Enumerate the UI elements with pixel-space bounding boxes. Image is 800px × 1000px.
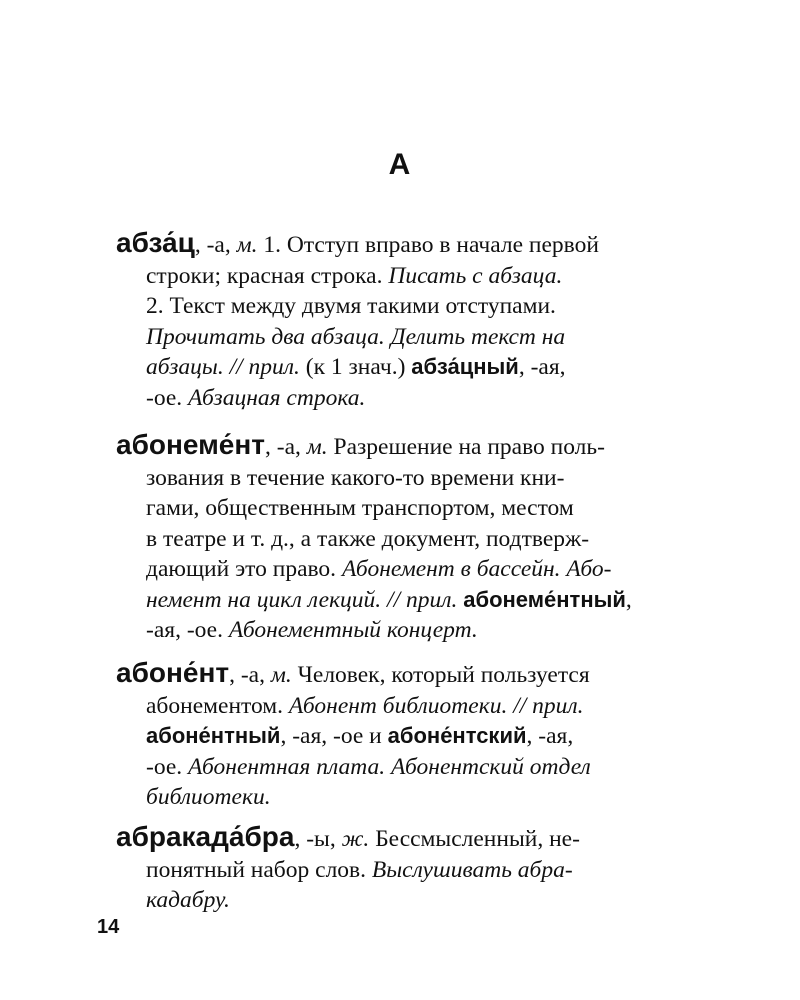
entry-text: в театре и т. д., а также документ, подтверж- xyxy=(146,525,590,552)
entry-line xyxy=(116,554,692,585)
entry-line xyxy=(116,615,692,646)
entry-text: (к 1 знач.) xyxy=(299,354,412,380)
entry-text: , -а, xyxy=(194,232,237,258)
headword: абонеме́нт xyxy=(116,429,265,460)
derived-headword: абоне́нтский xyxy=(387,723,527,748)
page-number: 14 xyxy=(97,916,120,938)
headword: абоне́нт xyxy=(116,657,230,688)
entry-line xyxy=(116,291,692,322)
entry-text: дающий это право. xyxy=(146,556,342,582)
entry-line xyxy=(116,463,692,494)
entry-text: 2. Текст между двумя такими отступами. xyxy=(146,293,556,319)
entry-line xyxy=(116,493,692,524)
entry-line xyxy=(116,752,692,783)
entry-line xyxy=(116,691,692,722)
entry-italic-text: немент на цикл лекций. // прил. xyxy=(146,586,458,613)
derived-headword: абза́цный xyxy=(411,354,519,379)
entry-line xyxy=(116,885,692,916)
entry-text: Человек, который пользуется xyxy=(291,662,590,688)
entry-line xyxy=(116,430,692,463)
derived-headword: абоне́нтный xyxy=(146,723,281,748)
entry-italic-text: библиотеки. xyxy=(146,784,271,810)
entry-italic-text: м. xyxy=(236,232,258,258)
entry-text: -ое. xyxy=(146,384,189,411)
entry-text: Бессмысленный, не- xyxy=(369,826,580,852)
derived-headword: абонеме́нтный xyxy=(463,586,626,612)
entry-text: зования в течение какого-то времени кни- xyxy=(146,464,565,491)
entry-line xyxy=(116,822,692,855)
entry-line xyxy=(116,352,692,383)
entry-italic-text: кадабру. xyxy=(146,887,230,913)
headword: абза́ц xyxy=(116,227,195,258)
entry-italic-text: м. xyxy=(306,434,328,460)
section-letter-heading: А xyxy=(388,148,412,181)
entry-text: , -ая, -ое и xyxy=(280,723,388,749)
entry-text: , xyxy=(625,586,632,613)
dictionary-entry xyxy=(116,430,692,646)
entry-italic-text: ж. xyxy=(341,826,370,852)
entry-italic-text: Абзацная строка. xyxy=(188,384,366,411)
dictionary-entry xyxy=(116,658,692,813)
headword: абракада́бра xyxy=(116,821,295,852)
entry-line xyxy=(116,658,692,691)
entry-italic-text: Абонементный концерт. xyxy=(228,617,478,643)
entry-italic-text: Прочитать два абзаца. Делить текст на xyxy=(146,323,566,350)
dictionary-entry xyxy=(116,228,692,413)
entry-italic-text: м. xyxy=(270,662,292,688)
entry-line xyxy=(116,228,692,261)
entry-line xyxy=(116,524,692,555)
entry-line xyxy=(116,261,692,292)
entry-text: , -а, xyxy=(229,662,271,688)
entry-text: -ая, -ое. xyxy=(146,617,229,643)
entry-text: гами, общественным транспортом, местом xyxy=(146,495,574,521)
entry-line xyxy=(116,721,692,752)
entry-line xyxy=(116,322,692,353)
entry-text: , -ая, xyxy=(518,354,566,380)
dictionary-entry xyxy=(116,822,692,916)
entry-text: -ое. xyxy=(146,753,189,780)
entry-line xyxy=(116,585,692,616)
entry-italic-text: абзацы. // прил. xyxy=(146,354,300,380)
entry-text: , -ая, xyxy=(526,723,574,749)
entry-italic-text: Выслушивать абра- xyxy=(371,856,573,883)
entry-italic-text: Абонемент в бассейн. Або- xyxy=(341,556,612,582)
entry-text: , -ы, xyxy=(294,826,342,852)
entry-line xyxy=(116,782,692,813)
entry-italic-text: Писать с абзаца. xyxy=(388,262,563,289)
entry-text: строки; красная строка. xyxy=(146,262,389,289)
entry-italic-text: Абонент библиотеки. // прил. xyxy=(288,692,584,719)
entry-italic-text: Абонентная плата. Абонентский отдел xyxy=(188,753,591,780)
entry-line xyxy=(116,383,692,414)
entry-text: , -а, xyxy=(265,434,307,460)
entry-text: 1. Отступ вправо в начале первой xyxy=(257,232,599,258)
entry-text: абонементом. xyxy=(146,692,289,719)
entry-text: понятный набор слов. xyxy=(146,856,372,883)
entry-text: Разрешение на право поль- xyxy=(327,434,605,460)
entry-line xyxy=(116,855,692,886)
